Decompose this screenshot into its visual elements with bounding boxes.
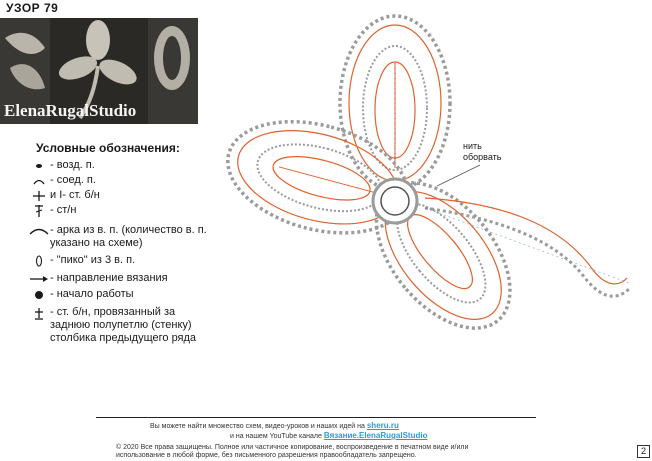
legend-text: - ст. б/н, провязанный за заднюю полупетлю (стенку) столбика предыдущего ряда <box>50 306 197 344</box>
footer-text: и на нашем YouTube канале <box>230 433 322 440</box>
legend-row <box>28 204 208 218</box>
annotation-pointer <box>437 165 480 186</box>
arc-icon <box>28 224 50 238</box>
back-loop-stitch-icon <box>28 306 50 320</box>
legend-row <box>28 306 208 345</box>
legend-row <box>28 159 208 173</box>
break-thread-note-line1: нить <box>463 141 482 151</box>
legend-text: - возд. п. <box>50 159 95 171</box>
legend-text: - "пико" из 3 в. п. <box>50 254 136 266</box>
sample-photo <box>0 18 198 124</box>
legend-row <box>28 224 208 250</box>
legend-text: - соед. п. <box>50 174 96 186</box>
dot-icon <box>28 159 50 173</box>
start-dot-icon <box>28 288 50 302</box>
single-crochet-icon <box>28 189 50 203</box>
page-number: 2 <box>637 445 650 458</box>
legend-row <box>28 254 208 268</box>
stem-outline <box>425 198 627 284</box>
legend-text: - арка из в. п. (количество в. п. указано на схеме) <box>50 224 207 249</box>
slip-stitch-icon <box>28 174 50 188</box>
break-thread-note <box>463 141 501 163</box>
picot-icon <box>28 254 50 268</box>
stem <box>425 208 630 296</box>
legend-row <box>28 272 208 286</box>
copyright: © 2020 Все права защищены. Полное или частичное копирование, воспроизведение в печатном виде и/или использование в любой форме, без письменного разрешения правообладатель запрещено. <box>116 444 469 459</box>
site-link[interactable]: sheru.ru <box>366 421 399 430</box>
crochet-diagram <box>195 8 640 408</box>
legend-text: - ст/н <box>50 204 77 216</box>
legend <box>28 142 208 346</box>
footer-line2 <box>230 431 427 440</box>
legend-text: - начало работы <box>50 288 134 300</box>
legend-row <box>28 189 208 203</box>
legend-text: - направление вязания <box>50 272 168 284</box>
youtube-link[interactable]: Вязание.ElenaRugalStudio <box>323 431 428 440</box>
footer-divider <box>96 417 536 418</box>
footer-line1 <box>150 421 399 430</box>
center-hole <box>381 187 409 215</box>
legend-text: и I- ст. б/н <box>50 189 100 201</box>
left-petal <box>215 103 420 251</box>
footer-text: Вы можете найти множество схем, видео-уроков и наших идей на <box>150 423 365 430</box>
legend-row <box>28 288 208 302</box>
brand-watermark: ElenaRugalStudio <box>4 101 137 120</box>
legend-heading: Условные обозначения: <box>36 141 180 155</box>
legend-row <box>28 174 208 188</box>
double-crochet-icon <box>28 204 50 218</box>
break-thread-note-line2: оборвать <box>463 152 502 162</box>
arrow-icon <box>28 272 50 286</box>
page-title: УЗОР 79 <box>6 1 59 15</box>
